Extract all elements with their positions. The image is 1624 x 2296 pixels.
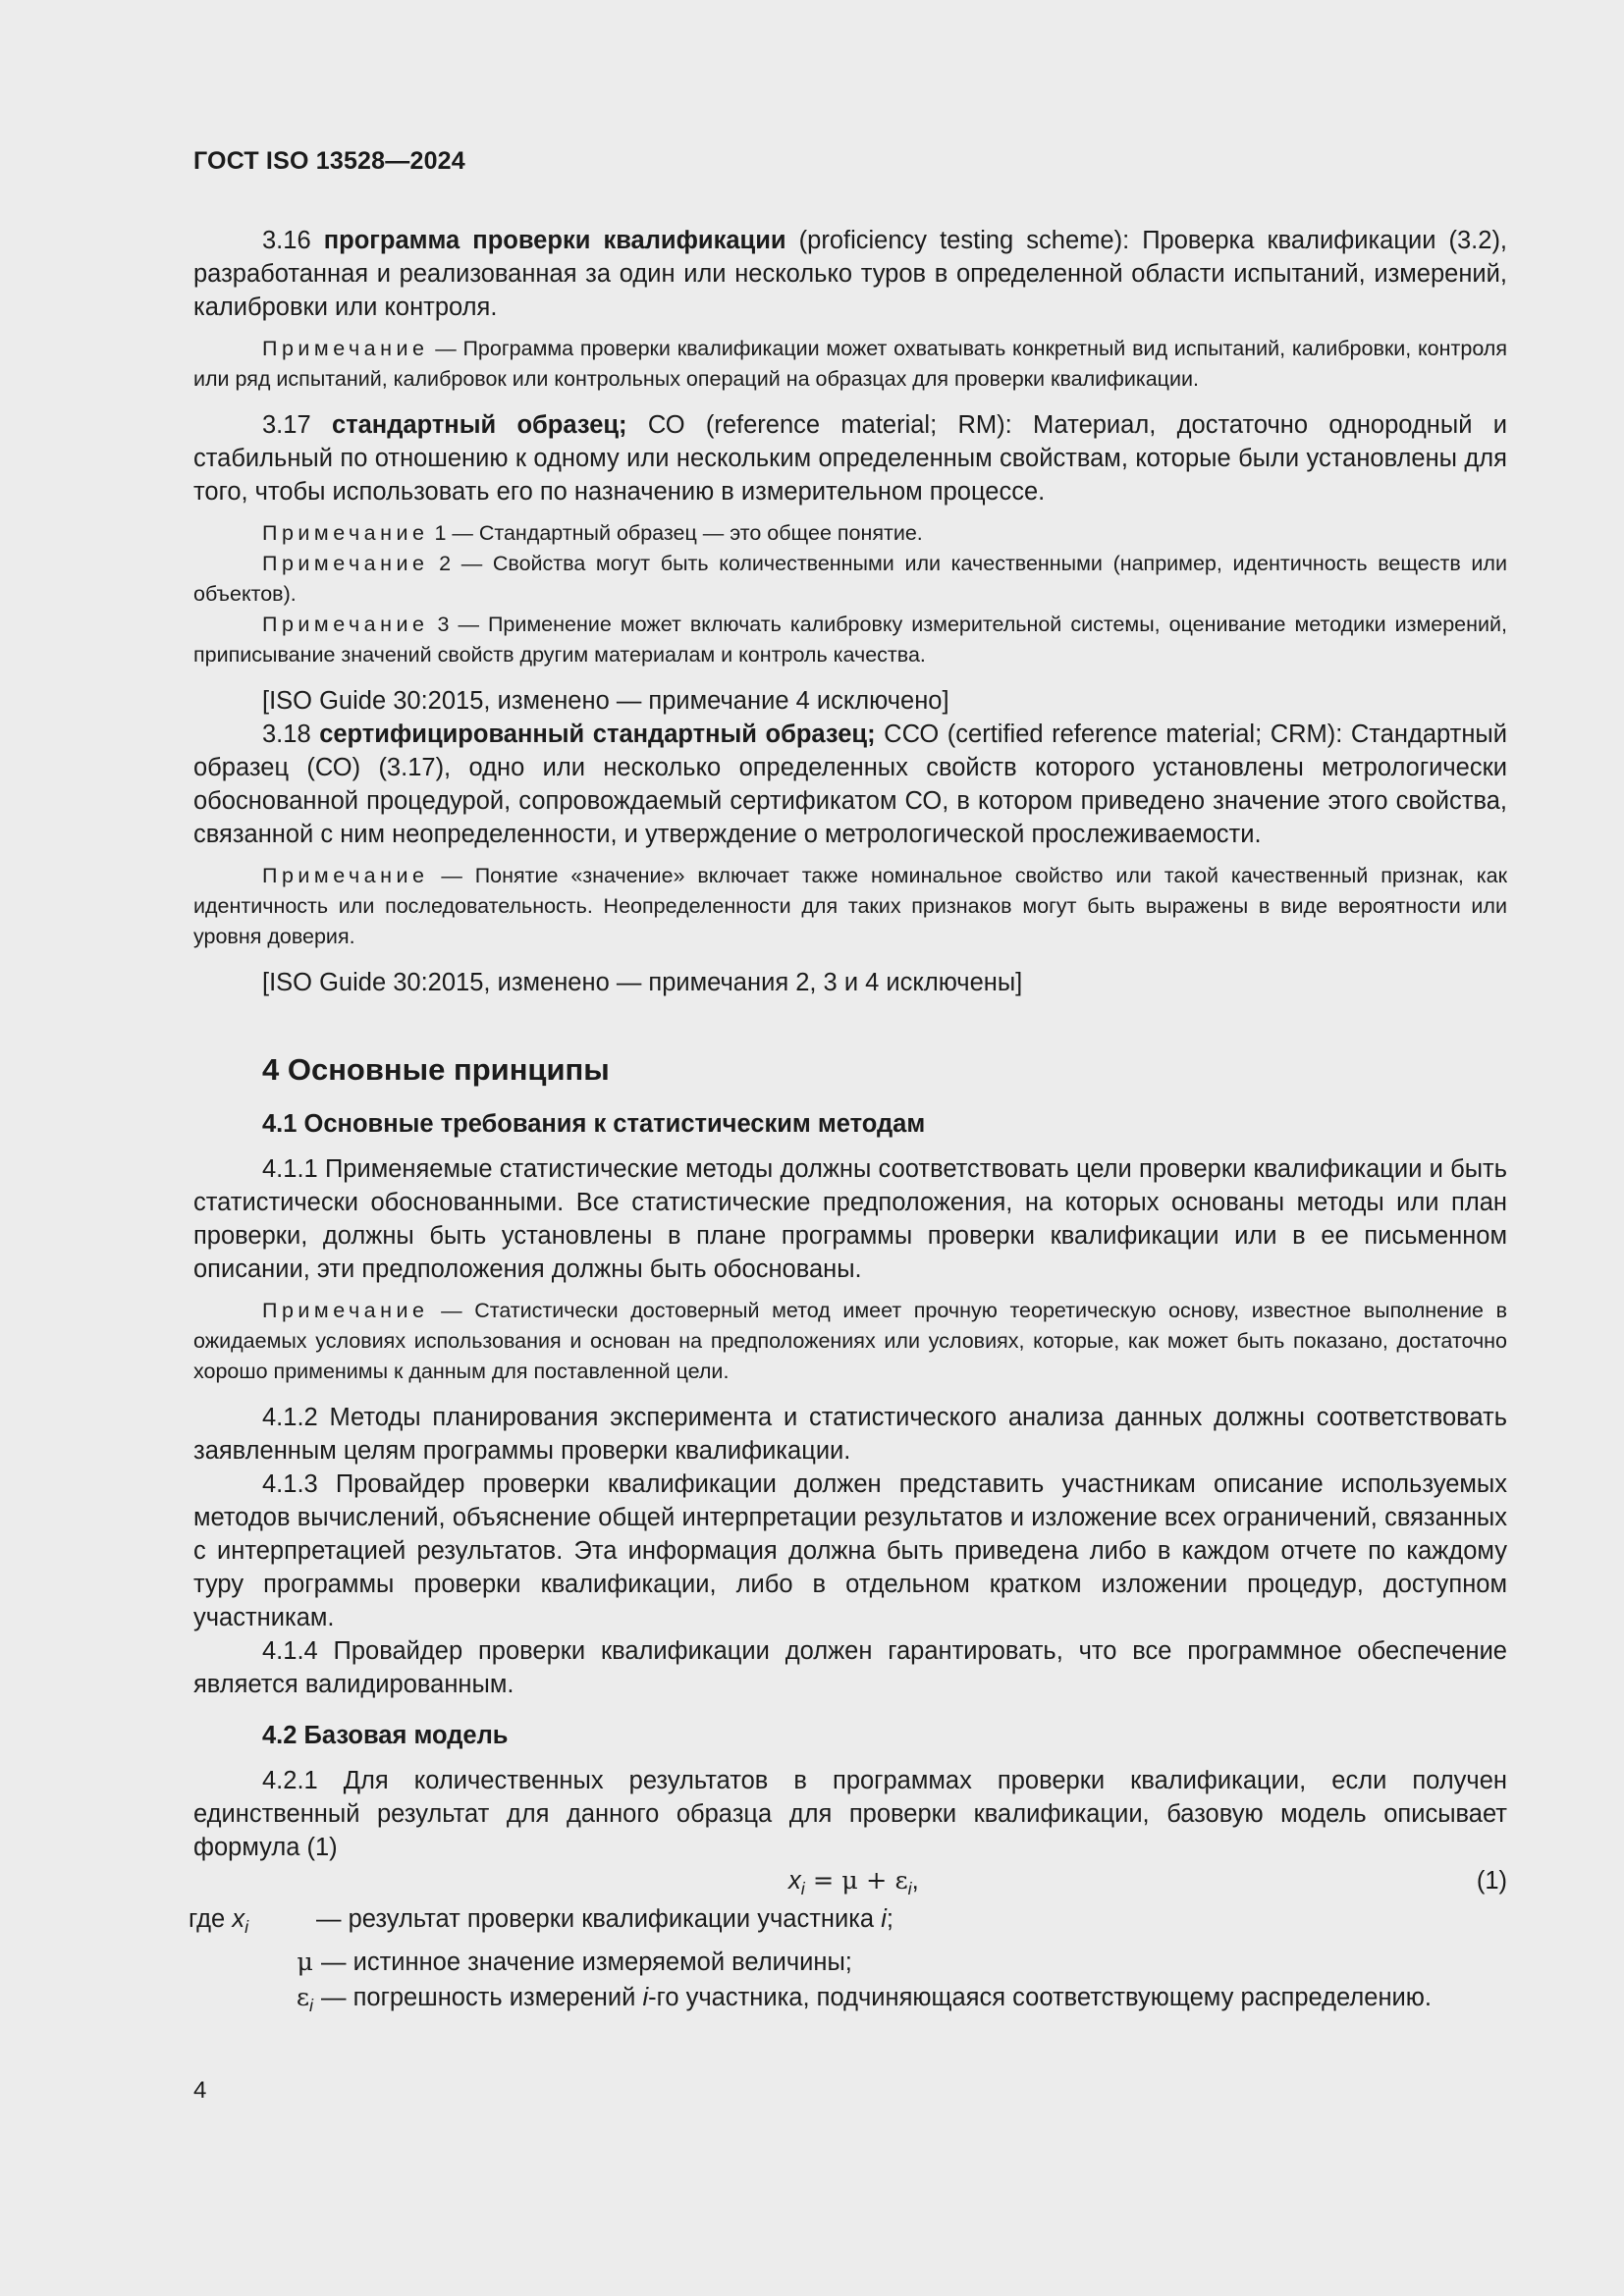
legend-text-ital: i (642, 1984, 649, 2012)
note-text: — Понятие «значение» включает также номинальное свойство или такой качественный признак, как идентичность или последовательность. Неопределенности для таких признаков могут быть выражены в виде вероятности или уровня доверия. (193, 864, 1507, 948)
legend-text-post: ; (886, 1905, 893, 1933)
clause-number: 3.16 (262, 227, 311, 254)
source-3-17: [ISO Guide 30:2015, изменено — примечание 4 исключено] (262, 687, 949, 715)
clause-3-18 (193, 718, 1507, 851)
formula-sub-i: i (800, 1879, 805, 1899)
legend-text-pre: — результат проверки квалификации участника (316, 1905, 882, 1933)
paragraph-4-1-2: 4.1.2 Методы планирования эксперимента и статистического анализа данных должны соответствовать заявленным целям программы проверки квалификации. (193, 1404, 1507, 1465)
note-text: — Программа проверки квалификации может охватывать конкретный вид испытаний, калибровки, контроля или ряд испытаний, калибровок или контрольных операций на образцах для проверки квалификации. (193, 337, 1507, 391)
clause-number: 3.18 (262, 721, 311, 748)
formula-legend (189, 1901, 1507, 2023)
legend-text-pre: — погрешность измерений (321, 1984, 643, 2012)
legend-symbol (193, 1945, 321, 1980)
note-3-17-3 (193, 610, 1507, 670)
clause-definition: (proficiency testing scheme): Проверка квалификации (3.2), разработанная и реализованная за один или несколько туров в определенной области испытаний, измерений, калибровки или контроля. (193, 227, 1508, 321)
clause-definition: ССО (certified reference material; CRM): Стандартный образец (СО) (3.17), одно или несколько определенных свойств которого установлены метрологически обоснованной процедурой, сопровождаемый сертификатом СО, в котором приведено значение этого свойства, связанной с ним неопределенности, и утверждение о метрологической прослеживаемости. (193, 721, 1507, 848)
legend-symbol (189, 1901, 316, 1945)
clause-term: сертифицированный стандартный образец; (319, 721, 876, 748)
legend-symbol-sub: i (244, 1917, 249, 1938)
legend-row-epsilon (193, 1980, 1507, 2023)
page-content (189, 224, 1508, 2023)
note-text: 1 — Стандартный образец — это общее понятие. (434, 521, 923, 545)
subsection-4-2-heading: 4.2 Базовая модель (262, 1722, 509, 1749)
note-3-18 (193, 861, 1507, 952)
clause-3-16 (193, 224, 1507, 324)
note-3-17-1 (193, 518, 1507, 549)
formula-expression (788, 1864, 919, 1905)
legend-symbol (193, 1980, 321, 2023)
note-text: — Статистически достоверный метод имеет прочную теоретическую основу, известное выполнение в ожидаемых условиях использования и основан на предположениях или условиях, которые, как может быть показано, достаточно хорошо применимы к данным для поставленной цели. (193, 1299, 1507, 1383)
note-text: 2 — Свойства могут быть количественными или качественными (например, идентичность веществ или объектов). (193, 552, 1507, 606)
legend-row-mu (193, 1945, 1507, 1980)
document-header: ГОСТ ISO 13528—2024 (193, 147, 465, 175)
paragraph-4-1-1: 4.1.1 Применяемые статистические методы должны соответствовать цели проверки квалификации и быть статистически обоснованными. Все статистические предположения, на которых основаны методы или план проверки, должны быть установлены в плане программы проверки квалификации или в ее письменном описании, эти предположения должны быть обоснованы. (193, 1155, 1507, 1283)
legend-text-ital: i (881, 1905, 887, 1933)
formula-rhs: = μ + ε (804, 1866, 908, 1896)
formula-number: (1) (1476, 1867, 1507, 1895)
paragraph-4-1-3: 4.1.3 Провайдер проверки квалификации должен представить участникам описание используемых методов вычислений, объяснение общей интерпретации результатов и изложение всех ограничений, связанных с интерпретацией результатов. Эта информация должна быть приведена либо в каждом отчете по каждому туру программы проверки квалификации, либо в отдельном кратком изложении процедур, доступном участникам. (193, 1470, 1507, 1631)
formula-sub-i-2: i (907, 1879, 912, 1899)
legend-symbol-sub: i (309, 1996, 313, 2016)
clause-term: стандартный образец; (331, 411, 627, 439)
paragraph-4-2-1: 4.2.1 Для количественных результатов в программах проверки квалификации, если получен единственный результат для данного образца для проверки квалификации, базовую модель описывает формула (1) (193, 1767, 1507, 1861)
legend-text (321, 1980, 1432, 2023)
legend-symbol-epsilon: ε (296, 1983, 310, 2013)
note-4-1-1 (193, 1296, 1507, 1387)
legend-symbol-x: x (232, 1905, 245, 1933)
note-text: 3 — Применение может включать калибровку измерительной системы, оценивание методики измерений, приписывание значений свойств другим материалам и контроль качества. (193, 613, 1507, 667)
page-number: 4 (193, 2077, 207, 2104)
formula-var-x: x (788, 1867, 801, 1895)
note-3-16 (193, 334, 1507, 395)
note-label: Примечание (262, 613, 429, 636)
source-3-18: [ISO Guide 30:2015, изменено — примечания 2, 3 и 4 исключены] (262, 969, 1023, 996)
subsection-4-1-heading: 4.1 Основные требования к статистическим методам (262, 1110, 926, 1138)
clause-3-17 (193, 408, 1507, 508)
legend-text-post: -го участника, подчиняющаяся соответствующему распределению. (648, 1984, 1432, 2012)
note-label: Примечание (262, 864, 429, 887)
note-label: Примечание (262, 521, 429, 545)
legend-text (316, 1901, 893, 1945)
clause-number: 3.17 (262, 411, 311, 439)
legend-text: — истинное значение измеряемой величины; (321, 1949, 852, 1977)
formula-tail: , (911, 1867, 919, 1895)
note-3-17-2 (193, 549, 1507, 610)
formula-1 (193, 1864, 1507, 1901)
legend-symbol-mu: μ (297, 1948, 313, 1978)
note-label: Примечание (262, 1299, 429, 1322)
section-4-heading: 4 Основные принципы (262, 1052, 610, 1087)
note-label: Примечание (262, 552, 429, 575)
clause-term: программа проверки квалификации (323, 227, 786, 254)
legend-row-xi (189, 1901, 1507, 1945)
legend-where: где (189, 1905, 233, 1933)
note-label: Примечание (262, 337, 429, 360)
paragraph-4-1-4: 4.1.4 Провайдер проверки квалификации должен гарантировать, что все программное обеспечение является валидированным. (193, 1637, 1507, 1698)
clause-definition: СО (reference material; RM): Материал, достаточно однородный и стабильный по отношению к одному или нескольким определенным свойствам, которые были установлены для того, чтобы использовать его по назначению в измерительном процессе. (193, 411, 1507, 506)
